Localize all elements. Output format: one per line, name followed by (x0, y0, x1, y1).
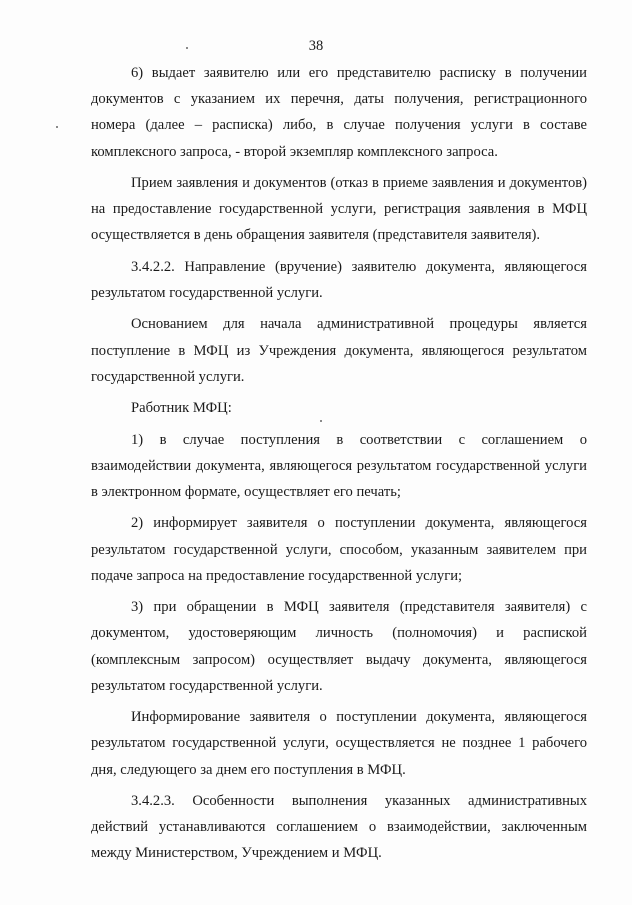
paragraph-basis: Основанием для начала административной процедуры является поступление в МФЦ из Учреждения документа, являющегося результатом государственной услуги. (91, 316, 587, 385)
paragraph-section-3-4-2-3: 3.4.2.3. Особенности выполнения указанных административных действий устанавливаются соглашением о взаимодействии, заключенным между Министерством, Учреждением и МФЦ. (91, 792, 587, 862)
scan-speck (320, 420, 322, 422)
paragraph-item-3: 3) при обращении в МФЦ заявителя (представителя заявителя) с документом, удостоверяющим личность (полномочия) и распиской (комплексным запросом) осуществляет выдачу документа, являющегося результатом государственной услуги. (91, 599, 587, 694)
paragraph-section-3-4-2-2: 3.4.2.2. Направление (вручение) заявителю документа, являющегося результатом государственной услуги. (91, 258, 587, 301)
page-number: 38 (308, 38, 324, 54)
paragraph-mfc-worker: Работник МФЦ: (131, 400, 232, 417)
document-body (91, 60, 587, 872)
paragraph-reception: Прием заявления и документов (отказ в приеме заявления и документов) на предоставление государственной услуги, регистрация заявления в МФЦ осуществляется в день обращения заявителя (представителя заявителя). (91, 175, 587, 244)
paragraph-item-1: 1) в случае поступления в соответствии с соглашением о взаимодействии документа, являющегося результатом государственной услуги в электронном формате, осуществляет его печать; (91, 431, 587, 500)
paragraph-informing: Информирование заявителя о поступлении документа, являющегося результатом государственной услуги, осуществляется не позднее 1 рабочего дня, следующего за днем его поступления в МФЦ. (91, 709, 587, 778)
paragraph-item-6: 6) выдает заявителю или его представителю расписку в получении документов с указанием их перечня, даты получения, регистрационного номера (далее – расписка) либо, в случае получения услуги в составе комплексного запроса, - второй экземпляр комплексного запроса. (91, 65, 587, 160)
scan-speck (56, 126, 58, 128)
paragraph-item-2: 2) информирует заявителя о поступлении документа, являющегося результатом государственной услуги, способом, указанным заявителем при подаче запроса на предоставление государственной услуги; (91, 515, 587, 584)
scan-speck (186, 47, 188, 49)
